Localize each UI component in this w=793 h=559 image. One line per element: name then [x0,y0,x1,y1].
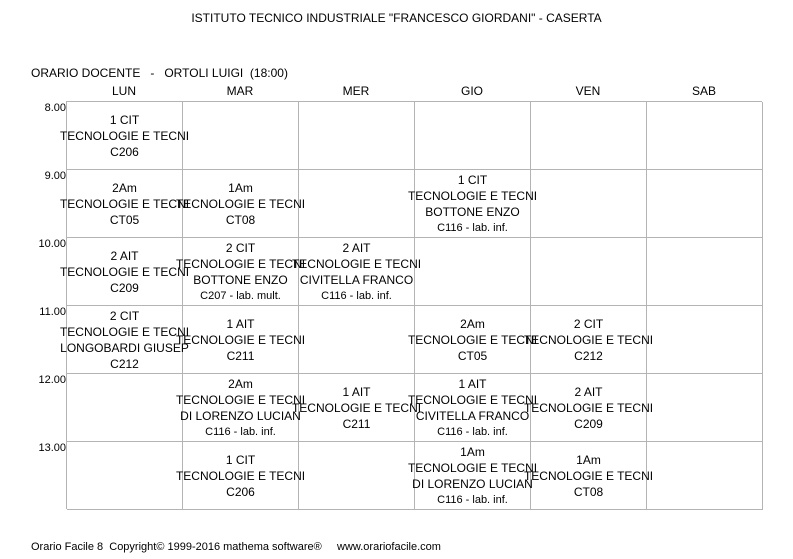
lesson-line: CIVITELLA FRANCO [299,272,414,287]
lesson-line: 2Am [460,316,485,331]
lesson-line: TECNOLOGIE E TECNI [59,324,190,339]
lesson-cell [59,102,190,170]
lesson-line: 1 AIT [226,316,255,331]
lesson-line: C212 [574,348,603,363]
lesson-line: C116 - lab. inf. [437,221,508,234]
lesson-line: 2 CIT [225,240,256,255]
lesson-line: LONGOBARDI GIUSEP [60,340,189,355]
time-label: 11.00 [39,306,66,318]
lesson-line: 2 CIT [573,316,604,331]
lesson-line: C116 - lab. inf. [437,425,508,438]
lesson-line: TECNOLOGIE E TECNI [175,392,306,407]
lesson-line: TECNOLOGIE E TECNI [59,128,190,143]
footer-copyright: Orario Facile 8 Copyright© 1999-2016 mathema software® www.orariofacile.com [31,541,441,553]
empty-cell [647,374,763,442]
lesson-line: C116 - lab. inf. [437,493,508,506]
lesson-cell [523,306,654,374]
lesson-line: TECNOLOGIE E TECNI [175,468,306,483]
lesson-line: C211 [342,416,371,431]
lesson-line: 2 AIT [574,384,603,399]
lesson-cell [175,442,306,510]
lesson-line: TECNOLOGIE E TECNI [407,332,538,347]
lesson-cell [175,374,306,442]
lesson-line: C212 [110,356,139,371]
time-label: 9.00 [44,170,66,182]
day-header-mar: MAR [226,84,254,98]
lesson-line: TECNOLOGIE E TECNI [407,392,538,407]
lesson-line: 1 CIT [109,112,140,127]
lesson-line: TECNOLOGIE E TECNI [59,264,190,279]
lesson-cell [59,170,190,238]
lesson-line: CIVITELLA FRANCO [415,408,530,423]
lesson-cell [523,442,654,510]
lesson-line: 2 AIT [110,248,139,263]
lesson-line: C209 [110,280,139,295]
lesson-line: 2Am [228,376,253,391]
lesson-line: 1 CIT [457,172,488,187]
lesson-cell [175,170,306,238]
day-header-mer: MER [342,84,370,98]
lesson-line: BOTTONE ENZO [425,204,520,219]
lesson-line: C207 - lab. mult. [200,289,281,302]
lesson-line: TECNOLOGIE E TECNI [175,332,306,347]
empty-cell [299,170,415,238]
lesson-cell [291,374,422,442]
lesson-line: CT05 [109,212,140,227]
empty-cell [415,102,531,170]
empty-cell [299,442,415,510]
day-header-sab: SAB [691,84,716,98]
lesson-line: C116 - lab. inf. [205,425,276,438]
lesson-line: 2 AIT [342,240,371,255]
lesson-line: TECNOLOGIE E TECNI [175,196,306,211]
empty-cell [67,374,183,442]
lesson-cell [175,306,306,374]
lesson-line: 1Am [576,452,601,467]
empty-cell [531,238,647,306]
lesson-line: TECNOLOGIE E TECNI [407,460,538,475]
lesson-line: TECNOLOGIE E TECNI [523,332,654,347]
lesson-cell [407,442,538,510]
time-label: 8.00 [44,102,66,114]
lesson-line: BOTTONE ENZO [193,272,288,287]
day-header-ven: VEN [575,84,601,98]
lesson-line: C211 [226,348,255,363]
empty-cell [647,170,763,238]
empty-cell [415,238,531,306]
lesson-line: C116 - lab. inf. [321,289,392,302]
school-title: ISTITUTO TECNICO INDUSTRIALE "FRANCESCO GIORDANI" - CASERTA [191,11,602,25]
lesson-line: 1 CIT [225,452,256,467]
empty-cell [647,442,763,510]
empty-cell [531,102,647,170]
empty-cell [647,102,763,170]
lesson-line: TECNOLOGIE E TECNI [291,400,422,415]
time-label: 13.00 [38,442,66,454]
timetable-grid [59,101,762,509]
time-label: 12.00 [38,374,66,386]
lesson-line: C206 [226,484,255,499]
lesson-line: C206 [110,144,139,159]
empty-cell [299,306,415,374]
lesson-line: 1 AIT [342,384,371,399]
lesson-cell [291,238,422,306]
lesson-cell [175,238,306,306]
empty-cell [183,102,299,170]
lesson-cell [407,306,538,374]
empty-cell [299,102,415,170]
lesson-line: C209 [574,416,603,431]
teacher-schedule-label: ORARIO DOCENTE - ORTOLI LUIGI (18:00) [31,66,288,80]
lesson-cell [59,238,190,306]
empty-cell [647,306,763,374]
lesson-line: TECNOLOGIE E TECNI [291,256,422,271]
day-header-lun: LUN [111,84,136,98]
lesson-cell [407,374,538,442]
lesson-line: CT08 [573,484,604,499]
empty-cell [531,170,647,238]
lesson-line: TECNOLOGIE E TECNI [59,196,190,211]
lesson-line: 1Am [460,444,485,459]
lesson-line: 2Am [112,180,137,195]
lesson-cell [407,170,538,238]
lesson-line: DI LORENZO LUCIAN [412,476,533,491]
empty-cell [647,238,763,306]
lesson-line: TECNOLOGIE E TECNI [407,188,538,203]
lesson-line: TECNOLOGIE E TECNI [523,400,654,415]
lesson-line: CT05 [457,348,488,363]
lesson-line: TECNOLOGIE E TECNI [523,468,654,483]
lesson-line: 2 CIT [109,308,140,323]
lesson-line: DI LORENZO LUCIAN [180,408,301,423]
lesson-line: CT08 [225,212,256,227]
lesson-cell [523,374,654,442]
day-header-gio: GIO [460,84,483,98]
lesson-line: TECNOLOGIE E TECNI [175,256,306,271]
lesson-line: 1 AIT [458,376,487,391]
lesson-line: 1Am [228,180,253,195]
time-label: 10.00 [38,238,66,250]
empty-cell [67,442,183,510]
lesson-cell [59,306,190,374]
